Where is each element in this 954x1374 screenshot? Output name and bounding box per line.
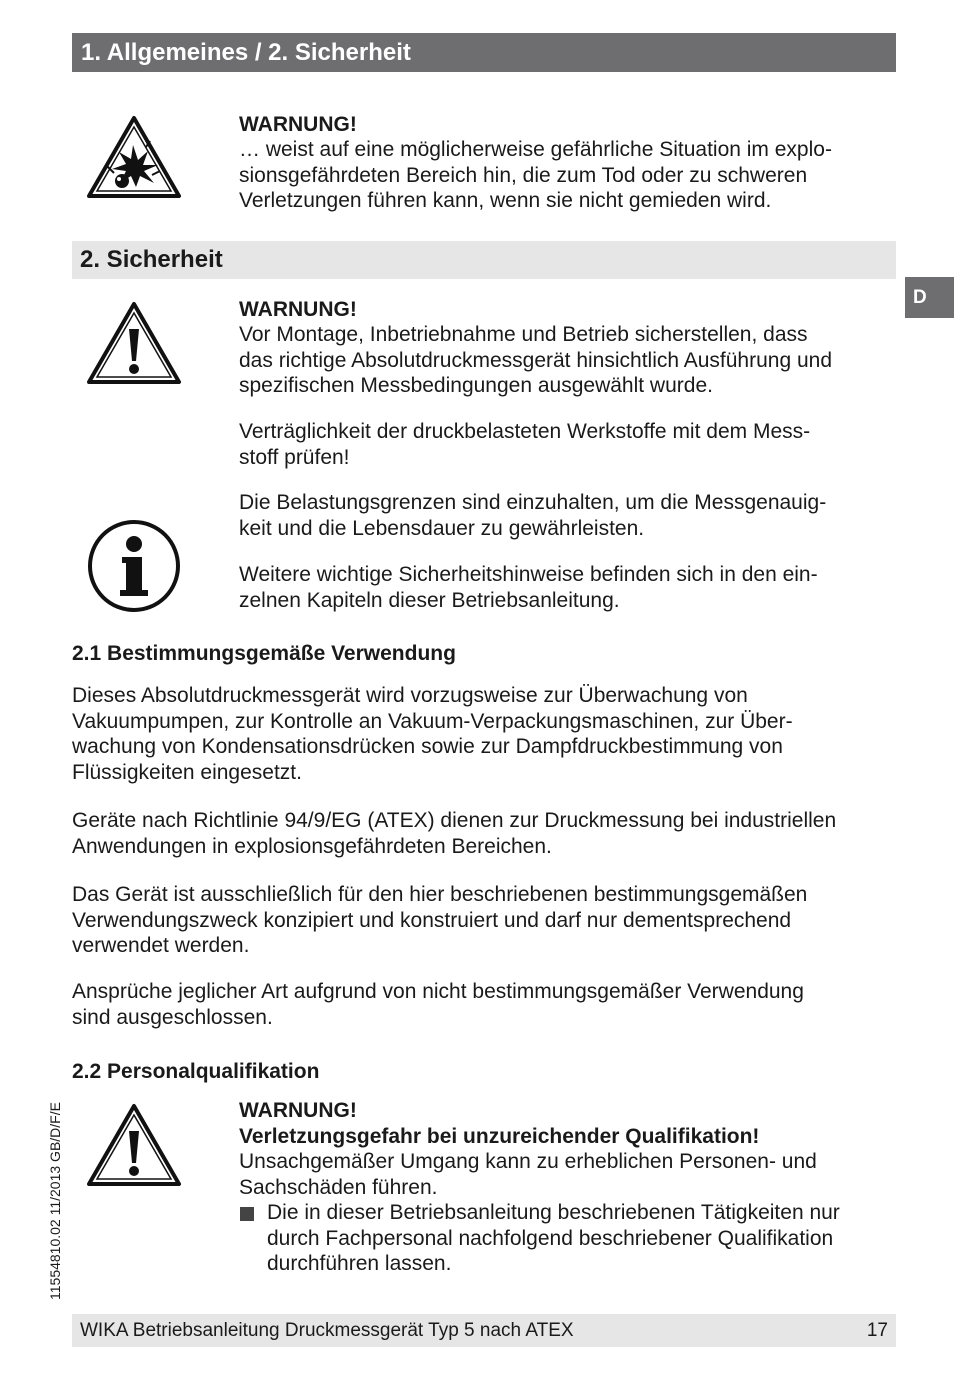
text-line: Vakuumpumpen, zur Kontrolle an Vakuum-Verpackungsmaschinen, zur Über- <box>72 709 793 733</box>
paragraph <box>72 979 804 1030</box>
text-line: Flüssigkeiten eingesetzt. <box>72 760 302 784</box>
text-line: sionsgefährdeten Bereich hin, die zum Tod oder zu schweren <box>239 163 808 187</box>
bullet-item <box>267 1200 840 1277</box>
text-line: verwendet werden. <box>72 934 250 957</box>
qualification-warning-heading: WARNUNG! <box>239 1099 357 1122</box>
text-line: Vor Montage, Inbetriebnahme und Betrieb sicherstellen, dass <box>239 323 808 346</box>
text-line: durch Fachpersonal nachfolgend beschriebener Qualifikation <box>267 1226 834 1250</box>
info-icon <box>86 518 182 614</box>
text-line: Das Gerät ist ausschließlich für den hier beschriebenen bestimmungsgemäßen <box>72 883 808 906</box>
text-line: Weitere wichtige Sicherheitshinweise befinden sich in den ein- <box>239 563 818 586</box>
warning-triangle-icon <box>86 301 182 385</box>
footer-bar <box>72 1314 896 1347</box>
footer-text: WIKA Betriebsanleitung Druckmessgerät Typ 5 nach ATEX <box>80 1320 574 1341</box>
paragraph <box>72 808 836 859</box>
text-line: keit und die Lebensdauer zu gewährleisten. <box>239 516 645 540</box>
text-line: spezifischen Messbedingungen ausgewählt wurde. <box>239 374 713 397</box>
text-line: … weist auf eine möglicherweise gefährliche Situation im explo- <box>239 138 832 161</box>
safety-warning-para1 <box>239 322 832 399</box>
safety-info-para3 <box>239 490 826 541</box>
safety-warning-para2 <box>239 419 810 470</box>
explosion-warning-text <box>239 137 832 214</box>
text-line: sind ausgeschlossen. <box>72 1005 273 1029</box>
explosion-warning-icon <box>86 115 182 199</box>
header-title: 1. Allgemeines / 2. Sicherheit <box>81 39 411 66</box>
header-bar <box>72 33 896 72</box>
language-tab-label: D <box>913 287 927 308</box>
text-line: wachung von Kondensationsdrücken sowie zur Dampfdruckbestimmung von <box>72 735 783 758</box>
qualification-warning-bold: Verletzungsgefahr bei unzureichender Qualifikation! <box>239 1125 760 1148</box>
text-line: durchführen lassen. <box>267 1252 452 1275</box>
safety-warning-heading: WARNUNG! <box>239 298 357 321</box>
section-bar <box>72 241 896 279</box>
section-title: 2. Sicherheit <box>80 246 223 273</box>
text-line: Die in dieser Betriebsanleitung beschriebenen Tätigkeiten nur <box>267 1201 840 1224</box>
text-line: Verwendungszweck konzipiert und konstruiert und darf nur dementsprechend <box>72 908 792 932</box>
bullet-square-icon <box>240 1207 254 1221</box>
paragraph <box>72 683 793 785</box>
text-line: Geräte nach Richtlinie 94/9/EG (ATEX) dienen zur Druckmessung bei industriellen <box>72 809 837 832</box>
text-line: zelnen Kapiteln dieser Betriebsanleitung. <box>239 588 620 612</box>
page-number: 17 <box>866 1320 888 1341</box>
safety-info-para4 <box>239 562 818 613</box>
document-code: 11554810.02 11/2013 GB/D/F/E <box>47 1102 63 1300</box>
warning-triangle-icon <box>86 1103 182 1187</box>
text-line: das richtige Absolutdruckmessgerät hinsichtlich Ausführung und <box>239 348 833 372</box>
text-line: Verträglichkeit der druckbelasteten Werkstoffe mit dem Mess- <box>239 420 811 443</box>
text-line: Die Belastungsgrenzen sind einzuhalten, um die Messgenauig- <box>239 491 827 514</box>
text-line: Ansprüche jeglicher Art aufgrund von nicht bestimmungsgemäßer Verwendung <box>72 980 804 1003</box>
text-line: Verletzungen führen kann, wenn sie nicht gemieden wird. <box>239 189 772 212</box>
subsection-title: 2.2 Personalqualifikation <box>72 1060 320 1083</box>
paragraph <box>72 882 807 959</box>
explosion-warning-heading: WARNUNG! <box>239 113 357 136</box>
qualification-warning-text <box>239 1149 817 1200</box>
text-line: Sachschäden führen. <box>239 1175 438 1199</box>
text-line: Anwendungen in explosionsgefährdeten Bereichen. <box>72 834 552 858</box>
text-line: stoff prüfen! <box>239 445 350 469</box>
text-line: Dieses Absolutdruckmessgerät wird vorzugsweise zur Überwachung von <box>72 684 748 707</box>
text-line: Unsachgemäßer Umgang kann zu erheblichen Personen- und <box>239 1150 817 1173</box>
subsection-title: 2.1 Bestimmungsgemäße Verwendung <box>72 642 456 665</box>
language-tab <box>905 277 954 318</box>
